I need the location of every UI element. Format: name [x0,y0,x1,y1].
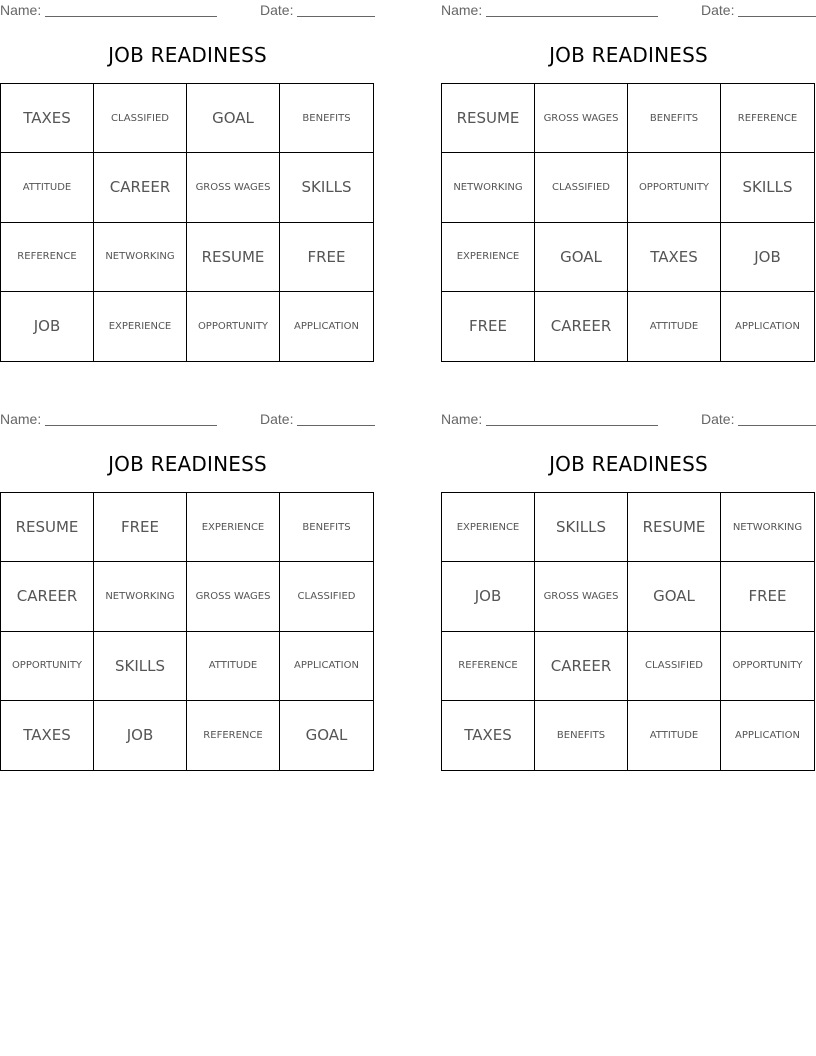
bingo-cell[interactable]: CLASSIFIED [628,632,721,701]
bingo-cell[interactable]: EXPERIENCE [94,292,187,361]
bingo-cell[interactable]: SKILLS [721,153,814,222]
name-label: Name: [441,411,483,427]
bingo-cell[interactable]: OPPORTUNITY [721,632,814,701]
bingo-cell[interactable]: APPLICATION [280,632,373,701]
bingo-cell[interactable]: CAREER [1,562,94,631]
bingo-cell[interactable]: BENEFITS [280,84,373,153]
bingo-cell[interactable]: GOAL [535,223,628,292]
bingo-cell[interactable]: REFERENCE [721,84,814,153]
bingo-cell[interactable]: GROSS WAGES [535,562,628,631]
bingo-cell[interactable]: FREE [280,223,373,292]
name-date-line [0,0,375,20]
bingo-cell[interactable]: BENEFITS [628,84,721,153]
bingo-cell[interactable]: TAXES [1,701,94,770]
bingo-cell[interactable]: TAXES [442,701,535,770]
bingo-cell[interactable]: JOB [1,292,94,361]
name-date-line [441,0,816,20]
bingo-cell[interactable]: TAXES [1,84,94,153]
bingo-cell[interactable]: GROSS WAGES [187,153,280,222]
bingo-cell[interactable]: CAREER [535,292,628,361]
bingo-cell[interactable]: CAREER [94,153,187,222]
name-date-line [0,409,375,429]
bingo-cell[interactable]: CLASSIFIED [535,153,628,222]
date-field[interactable] [297,16,375,17]
card-title: JOB READINESS [108,43,267,67]
bingo-cell[interactable]: ATTITUDE [187,632,280,701]
bingo-cell[interactable]: OPPORTUNITY [1,632,94,701]
name-label: Name: [0,2,42,18]
bingo-cell[interactable]: NETWORKING [94,223,187,292]
name-field[interactable] [45,425,217,426]
bingo-cell[interactable]: NETWORKING [721,493,814,562]
name-field[interactable] [486,16,658,17]
bingo-cell[interactable]: APPLICATION [294,320,359,332]
bingo-cell[interactable]: RESUME [628,493,721,562]
bingo-cell[interactable]: EXPERIENCE [187,493,280,562]
bingo-cell[interactable]: CLASSIFIED [280,562,373,631]
bingo-cell[interactable]: FREE [442,292,535,361]
bingo-cell[interactable]: ATTITUDE [628,701,721,770]
bingo-cell[interactable]: EXPERIENCE [442,493,535,562]
bingo-card-1 [0,0,375,360]
name-date-line [441,409,816,429]
card-title: JOB READINESS [549,452,708,476]
date-field[interactable] [738,425,816,426]
card-title: JOB READINESS [108,452,267,476]
date-label: Date: [701,411,735,427]
bingo-grid [0,83,374,362]
bingo-cell[interactable]: ATTITUDE [628,292,721,361]
bingo-cell[interactable]: JOB [94,701,187,770]
bingo-cell[interactable]: OPPORTUNITY [187,292,280,361]
date-field[interactable] [297,425,375,426]
bingo-cell[interactable]: ATTITUDE [1,153,94,222]
bingo-cell[interactable]: BENEFITS [535,701,628,770]
bingo-cell[interactable]: GOAL [305,726,348,745]
name-label: Name: [441,2,483,18]
bingo-cell[interactable]: TAXES [628,223,721,292]
bingo-grid [441,83,815,362]
bingo-cell[interactable]: GROSS WAGES [535,84,628,153]
bingo-cell[interactable]: NETWORKING [442,153,535,222]
bingo-cell[interactable]: RESUME [442,84,535,153]
bingo-cell[interactable]: SKILLS [280,153,373,222]
bingo-card-2 [441,0,816,360]
bingo-cell[interactable]: NETWORKING [94,562,187,631]
bingo-cell[interactable]: GROSS WAGES [187,562,280,631]
bingo-grid [441,492,815,771]
name-field[interactable] [486,425,658,426]
bingo-cell[interactable]: SKILLS [94,632,187,701]
date-field[interactable] [738,16,816,17]
bingo-cell[interactable]: JOB [442,562,535,631]
date-label: Date: [260,411,294,427]
bingo-cell[interactable]: CLASSIFIED [94,84,187,153]
bingo-cell[interactable]: REFERENCE [1,223,94,292]
bingo-cell[interactable]: GOAL [187,84,280,153]
bingo-cell[interactable]: REFERENCE [442,632,535,701]
name-label: Name: [0,411,42,427]
bingo-cell[interactable]: APPLICATION [735,729,800,741]
bingo-cell[interactable]: JOB [721,223,814,292]
bingo-cell[interactable]: REFERENCE [187,701,280,770]
bingo-cell[interactable]: APPLICATION [735,320,800,332]
date-label: Date: [260,2,294,18]
bingo-cell[interactable]: BENEFITS [280,493,373,562]
bingo-cell[interactable]: FREE [94,493,187,562]
bingo-card-4 [441,409,816,769]
name-field[interactable] [45,16,217,17]
bingo-card-3 [0,409,375,769]
bingo-cell[interactable]: CAREER [535,632,628,701]
bingo-cell[interactable]: OPPORTUNITY [628,153,721,222]
bingo-cell[interactable]: SKILLS [535,493,628,562]
date-label: Date: [701,2,735,18]
bingo-cell[interactable]: RESUME [187,223,280,292]
bingo-cell[interactable]: RESUME [1,493,94,562]
bingo-cell[interactable]: EXPERIENCE [442,223,535,292]
bingo-cell[interactable]: FREE [721,562,814,631]
bingo-grid [0,492,374,771]
bingo-cell[interactable]: GOAL [628,562,721,631]
card-title: JOB READINESS [549,43,708,67]
